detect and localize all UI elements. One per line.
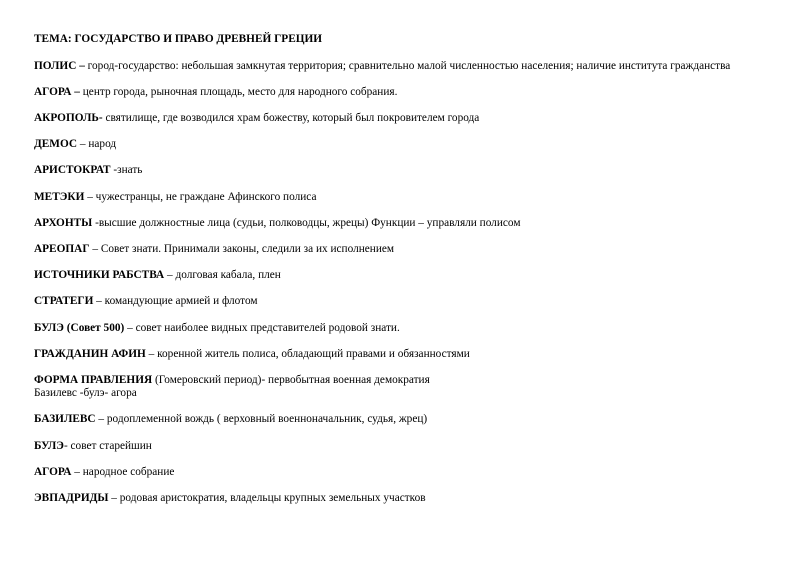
entry-aristokrat (34, 164, 142, 177)
entry-areopag (34, 243, 394, 256)
entry-definition: – Совет знати. Принимали законы, следили за их исполнением (89, 243, 395, 255)
entry-forma-pravleniya-continuation (34, 387, 137, 400)
entry-meteki (34, 191, 316, 204)
entry-term: ЭВПАДРИДЫ (34, 492, 109, 504)
entry-polis (34, 60, 730, 73)
entry-term: ФОРМА ПРАВЛЕНИЯ (34, 374, 153, 386)
entry-term: АГОРА (34, 466, 72, 478)
entry-definition: – чужестранцы, не граждане Афинского полиса (84, 191, 317, 203)
entry-term: ИСТОЧНИКИ РАБСТВА (34, 269, 165, 281)
entry-definition: – долговая кабала, плен (164, 269, 281, 281)
entry-definition: (Гомеровский период)- первобытная военная демократия (152, 374, 430, 386)
entry-agora (34, 86, 397, 99)
entry-term: ГРАЖДАНИН АФИН (34, 348, 146, 360)
entry-term: МЕТЭКИ (34, 191, 85, 203)
entry-evpadridy (34, 492, 426, 505)
entry-bule (34, 440, 152, 453)
entry-grazhdanin-afin (34, 348, 470, 361)
entry-term: СТРАТЕГИ (34, 295, 94, 307)
entry-definition: святилище, где возводился храм божеству, который был покровителем города (102, 112, 480, 124)
entry-akropol (34, 112, 479, 125)
entry-term: АКРОПОЛЬ- (34, 112, 103, 124)
entry-definition: – родоплеменной вождь ( верховный военноначальник, судья, жрец) (95, 413, 428, 425)
entry-definition: – народ (77, 138, 117, 150)
entry-definition: – командующие армией и флотом (93, 295, 258, 307)
entry-definition: – народное собрание (71, 466, 175, 478)
entry-definition: Базилевс -булэ- агора (34, 387, 137, 399)
entry-definition: -знать (110, 164, 143, 176)
entry-term: БАЗИЛЕВС (34, 413, 96, 425)
entry-term: ПОЛИС – (34, 60, 85, 72)
entry-bazilevs (34, 413, 427, 426)
entry-arkhonty (34, 217, 520, 230)
entry-forma-pravleniya (34, 374, 430, 387)
entry-agora-2 (34, 466, 174, 479)
entry-definition: центр города, рыночная площадь, место для народного собрания. (79, 86, 398, 98)
entry-term: АРХОНТЫ (34, 217, 93, 229)
entry-term: БУЛЭ (Совет 500) (34, 322, 125, 334)
entry-demos (34, 138, 116, 151)
entry-term: АРИСТОКРАТ (34, 164, 111, 176)
entry-definition: – коренной житель полиса, обладающий правами и обязанностями (145, 348, 470, 360)
entry-definition: - совет старейшин (63, 440, 152, 452)
entry-bule-500 (34, 322, 400, 335)
entry-term: АРЕОПАГ (34, 243, 90, 255)
entry-term: АГОРА – (34, 86, 80, 98)
entry-term: ДЕМОС (34, 138, 78, 150)
document-title: ТЕМА: ГОСУДАРСТВО И ПРАВО ДРЕВНЕЙ ГРЕЦИИ (34, 33, 323, 45)
entry-istochniki-rabstva (34, 269, 281, 282)
entry-definition: город-государство: небольшая замкнутая территория; сравнительно малой численностью населения; наличие института гражданства (84, 60, 731, 72)
entry-definition: – родовая аристократия, владельцы крупных земельных участков (108, 492, 426, 504)
entry-strategi (34, 295, 258, 308)
entry-term: БУЛЭ (34, 440, 64, 452)
entry-definition: – совет наиболее видных представителей родовой знати. (124, 322, 400, 334)
entry-definition: -высшие должностные лица (судьи, полководцы, жрецы) Функции – управляли полисом (92, 217, 521, 229)
